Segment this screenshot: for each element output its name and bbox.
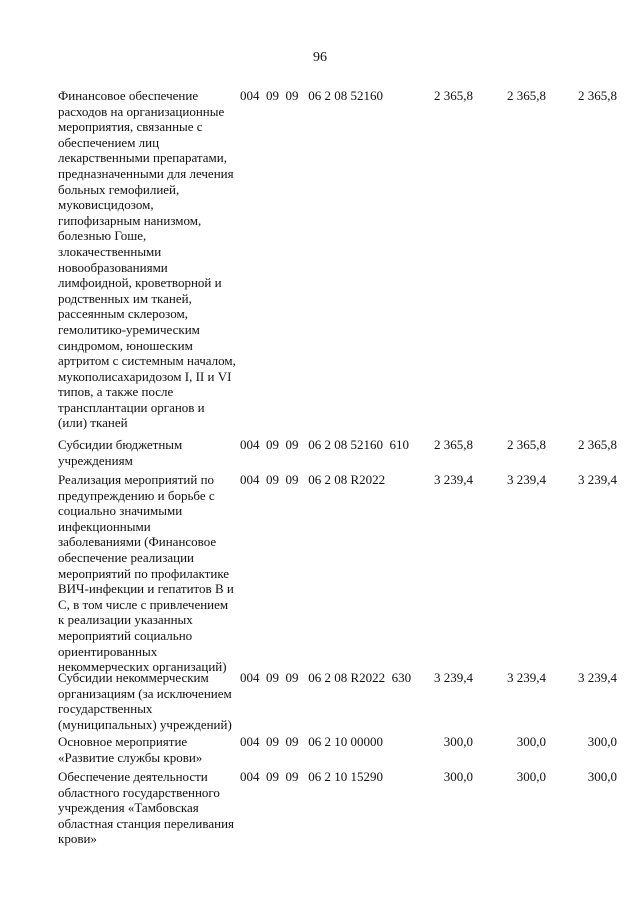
row-value-3: 300,0: [587, 769, 617, 784]
row-value-3: 300,0: [587, 734, 617, 749]
page-number: 96: [313, 50, 327, 65]
row-value-2: 2 365,8: [507, 437, 546, 452]
row-value-3: 2 365,8: [578, 437, 617, 452]
row-value-1: 2 365,8: [434, 88, 473, 103]
row-value-1: 300,0: [443, 734, 473, 749]
row-code: 004 09 09 06 2 08 R2022 630: [240, 670, 412, 685]
row-value-3: 3 239,4: [578, 472, 617, 487]
row-value-1: 3 239,4: [434, 670, 473, 685]
row-value-2: 300,0: [516, 734, 546, 749]
row-code: 004 09 09 06 2 10 00000: [240, 734, 383, 749]
row-value-2: 3 239,4: [507, 670, 546, 685]
row-name: Субсидии некоммерческим организациям (за исключением государственных (муниципальных) учреждений): [58, 670, 232, 732]
row-name: Основное мероприятие «Развитие службы крови»: [58, 734, 203, 765]
row-name: Финансовое обеспечение расходов на организационные мероприятия, связанные с обеспечением лиц лекарственными препаратами, предназначенными для лечения больных гемофилией, муковисцидозом, гипофизарным нанизмом, болезнью Гоше, злокачественными новообразованиями лимфоидной, кроветворной и родственных им тканей, рассеянным склерозом, гемолитико-уремическим синдромом, юношеским артритом с системным началом, мукополисахаридозом I, II и VI типов, а также после трансплантации органов и (или) тканей: [58, 88, 236, 431]
row-value-3: 3 239,4: [578, 670, 617, 685]
row-name: Обеспечение деятельности областного государственного учреждения «Тамбовская областная станция переливания крови»: [58, 769, 235, 847]
row-value-1: 2 365,8: [434, 437, 473, 452]
row-value-2: 300,0: [516, 769, 546, 784]
row-value-2: 3 239,4: [507, 472, 546, 487]
row-name: Субсидии бюджетным учреждениям: [58, 437, 183, 468]
row-value-3: 2 365,8: [578, 88, 617, 103]
row-code: 004 09 09 06 2 10 15290: [240, 769, 383, 784]
row-code: 004 09 09 06 2 08 R2022: [240, 472, 386, 487]
row-value-1: 300,0: [443, 769, 473, 784]
row-value-2: 2 365,8: [507, 88, 546, 103]
row-value-1: 3 239,4: [434, 472, 473, 487]
row-code: 004 09 09 06 2 08 52160 610: [240, 437, 409, 452]
row-code: 004 09 09 06 2 08 52160: [240, 88, 383, 103]
row-name: Реализация мероприятий по предупреждению и борьбе с социально значимыми инфекционными заболеваниями (Финансовое обеспечение реализации мероприятий по профилактике ВИЧ-инфекции и гепатитов В и С, в том числе с привлечением к реализации указанных мероприятий социально ориентированных некоммерческих организаций): [58, 472, 234, 675]
